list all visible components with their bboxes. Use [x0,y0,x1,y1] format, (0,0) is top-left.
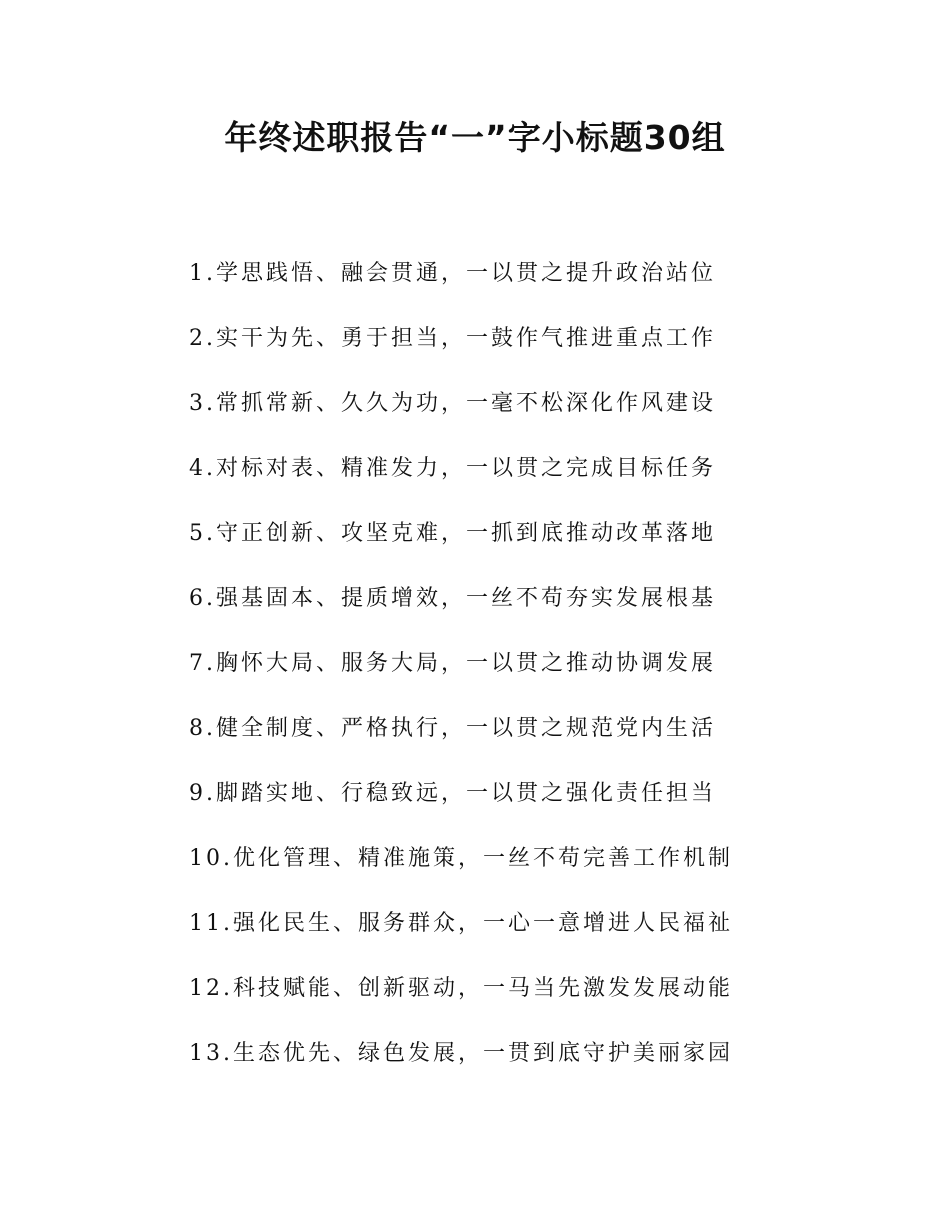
list-item: 4.对标对表、精准发力，一以贯之完成目标任务 [189,456,716,481]
list-item: 7.胸怀大局、服务大局，一以贯之推动协调发展 [189,651,716,676]
list-item: 12.科技赋能、创新驱动，一马当先激发发展动能 [189,976,733,1001]
list-item: 9.脚踏实地、行稳致远，一以贯之强化责任担当 [189,781,716,806]
list-item: 2.实干为先、勇于担当，一鼓作气推进重点工作 [189,326,716,351]
list-item: 3.常抓常新、久久为功，一毫不松深化作风建设 [189,391,716,416]
list-item: 10.优化管理、精准施策，一丝不苟完善工作机制 [189,846,733,871]
heading-list [189,249,733,1094]
list-item: 5.守正创新、攻坚克难，一抓到底推动改革落地 [189,521,716,546]
list-item: 1.学思践悟、融会贯通，一以贯之提升政治站位 [189,261,716,286]
list-item: 6.强基固本、提质增效，一丝不苟夯实发展根基 [189,586,716,611]
list-item: 13.生态优先、绿色发展，一贯到底守护美丽家园 [189,1041,733,1066]
page-title: 年终述职报告“一”字小标题30组 [224,118,726,157]
list-item: 8.健全制度、严格执行，一以贯之规范党内生活 [189,716,716,741]
list-item: 11.强化民生、服务群众，一心一意增进人民福祉 [189,911,733,936]
